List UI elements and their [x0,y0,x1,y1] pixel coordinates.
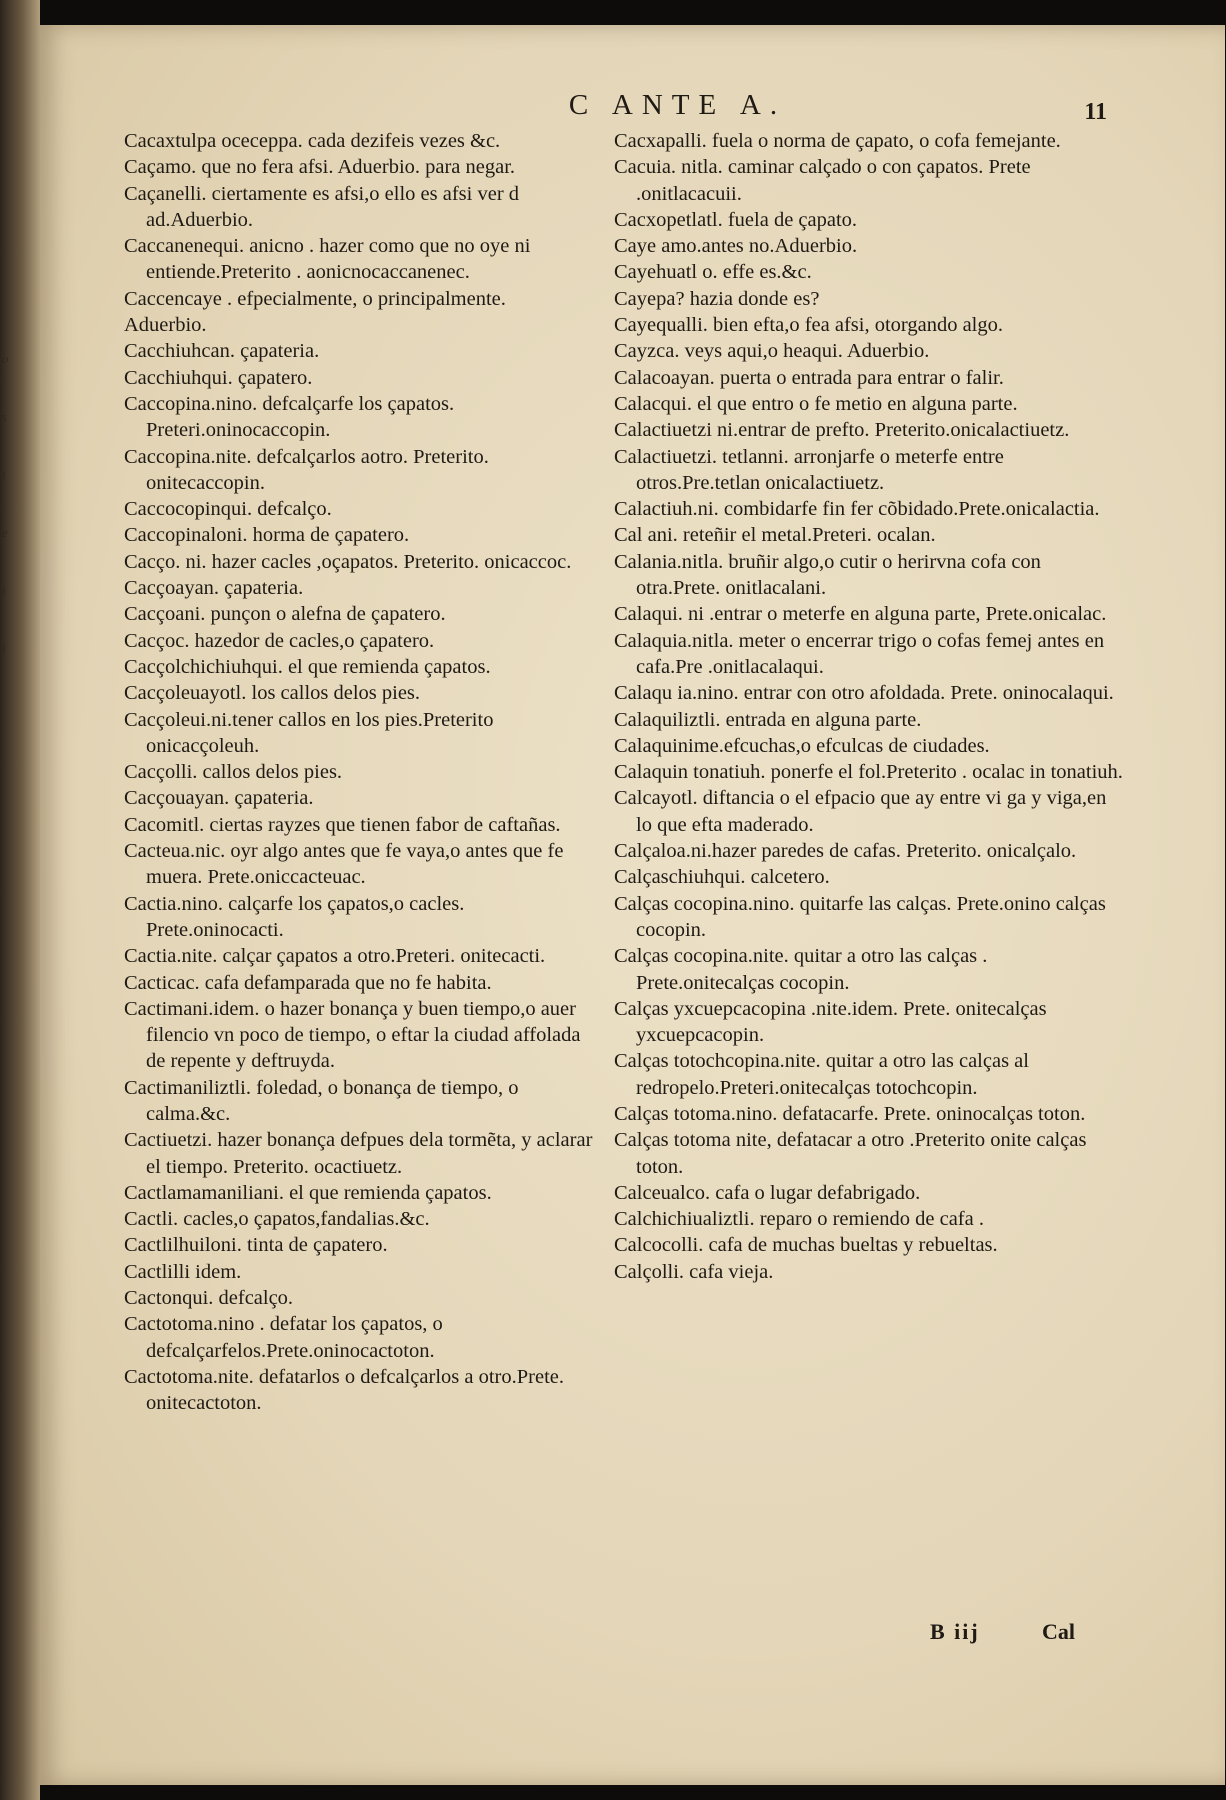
dictionary-entry: Cactia.nino. calçarfe los çapatos,o cacles. Prete.oninocacti. [124,892,465,941]
dictionary-entry: Calaqui. ni .entrar o meterfe en alguna parte, Prete.onicalac. [614,603,1107,626]
dictionary-entry: Cacchiuhcan. çapateria. [124,340,320,363]
dictionary-entry: Cayequalli. bien efta,o fea afsi, otorgando algo. [614,314,1003,337]
dictionary-entry: Cacteua.nic. oyr algo antes que fe vaya,o antes que fe muera. Prete.oniccacteuac. [124,840,564,889]
dictionary-entry: Cacçoc. hazedor de cacles,o çapatero. [124,629,435,652]
dictionary-entry: Caccanenequi. anicno . hazer como que no oye ni entiende.Preterito . aonicnocaccanenec. [124,235,531,284]
dictionary-entry: Cayzca. veys aqui,o heaqui. Aduerbio. [614,340,930,363]
dictionary-entry: Cayepa? hazia donde es? [614,287,820,310]
dictionary-entry: Caccopina.nite. defcalçarlos aotro. Preterito. onitecaccopin. [124,445,489,494]
dictionary-entry: Caccocopinqui. defcalço. [124,498,332,521]
dictionary-entry: Calacqui. el que entro o fe metio en alguna parte. [614,392,1018,415]
dictionary-entry: Cacchiuhqui. çapatero. [124,366,313,389]
dictionary-entry: Calaquin tonatiuh. ponerfe el fol.Preterito . ocalac in tonatiuh. [614,761,1123,784]
dictionary-entry: Calania.nitla. bruñir algo,o cutir o herirvna cofa con otra.Prete. onitlacalani. [614,550,1041,600]
dictionary-entry: Calaquia.nitla. meter o encerrar trigo o cofas femej antes en cafa.Pre .onitlacalaqui. [614,629,1105,678]
dictionary-entry: Cayehuatl o. effe es.&c. [614,261,812,284]
dictionary-entry: Calceualco. cafa o lugar defabrigado. [614,1181,921,1204]
dictionary-entry: Calchichiualiztli. reparo o remiendo de cafa . [614,1208,984,1231]
dictionary-entry: Cacomitl. ciertas rayzes que tienen fabor de caftañas. [124,813,561,836]
dictionary-entry: Cactlilli idem. [124,1260,242,1283]
dictionary-entry: Cacuia. nitla. caminar calçado o con çapatos. Prete .onitlacacuii. [614,156,1031,205]
dictionary-entry: Cactimaniliztli. foledad, o bonança de tiempo, o calma.&c. [124,1076,519,1125]
dictionary-entry: Calçaloa.ni.hazer paredes de cafas. Preterito. onicalçalo. [614,840,1077,863]
dictionary-entry: Cacaxtulpa oceceppa. cada dezifeis vezes &c. [124,130,501,152]
signature-mark: B iij [930,1619,980,1644]
dictionary-entry: Cacçouayan. çapateria. [124,787,314,810]
dictionary-entry: Calças yxcuepcacopina .nite.idem. Prete. onitecalças yxcuepcacopin. [614,997,1047,1047]
dictionary-entry: Calças totochcopina.nite. quitar a otro las calças al redropelo.Preteri.onitecalças totochcopin. [614,1050,1029,1099]
dictionary-entry: Cacço. ni. hazer cacles ,oçapatos. Preterito. onicaccoc. [124,550,572,573]
dictionary-entry: Cacçolchichiuhqui. el que remienda çapatos. [124,655,491,678]
dictionary-entry: Cacxopetlatl. fuela de çapato. [614,208,858,231]
facing-page-margin: o s t e i l [2,351,9,656]
dictionary-entry: Caçanelli. ciertamente es afsi,o ello es afsi ver d ad.Aduerbio. [124,182,520,231]
left-column [124,128,604,1417]
dictionary-entry: Caçamo. que no fera afsi. Aduerbio. para negar. [124,156,516,179]
folio-number: 11 [1084,99,1107,125]
catchword: Cal [1042,1619,1075,1644]
dictionary-entry: Calças cocopina.nino. quitarfe las calças. Prete.onino calças cocopin. [614,892,1106,941]
dictionary-entry: Caccencaye . efpecialmente, o principalmente. [124,287,506,310]
dictionary-entry: Calaquinime.efcuchas,o efculcas de ciudades. [614,734,990,757]
dictionary-entry: Calças totoma.nino. defatacarfe. Prete. oninocalças toton. [614,1102,1086,1125]
dictionary-entry: Cactlamamaniliani. el que remienda çapatos. [124,1181,492,1204]
dictionary-entry: Calactiuetzi ni.entrar de prefto. Preterito.onicalactiuetz. [614,419,1070,442]
dictionary-entry: Calçolli. cafa vieja. [614,1260,774,1283]
dictionary-entry: Calcocolli. cafa de muchas bueltas y rebueltas. [614,1234,998,1257]
dictionary-entry: Calças cocopina.nite. quitar a otro las calças . Prete.onitecalças cocopin. [614,945,988,994]
dictionary-entry: Calaquiliztli. entrada en alguna parte. [614,708,922,731]
dictionary-entry: Cal ani. reteñir el metal.Preteri. ocalan. [614,524,936,547]
dictionary-entry: Cactiuetzi. hazer bonança defpues dela tormẽta, y aclarar el tiempo. Preterito. ocactiuetz. [124,1129,593,1178]
dictionary-entry: Aduerbio. [124,314,207,337]
dictionary-entry: Cacticac. cafa defamparada que no fe habita. [124,971,492,994]
dictionary-entry: Caye amo.antes no.Aduerbio. [614,235,858,258]
dictionary-entry: Calactiuh.ni. combidarfe fin fer cõbidado.Prete.onicalactia. [614,498,1100,521]
book-gutter [0,0,40,1800]
dictionary-entry: Cactotoma.nino . defatar los çapatos, o defcalçarfelos.Prete.oninocactoton. [124,1313,443,1362]
dictionary-entry: Caccopinaloni. horma de çapatero. [124,524,410,547]
dictionary-entry: Cacçoleuayotl. los callos delos pies. [124,682,421,705]
dictionary-entry: Cactia.nite. calçar çapatos a otro.Preteri. onitecacti. [124,945,546,968]
dictionary-entry: Cacçoani. punçon o alefna de çapatero. [124,603,446,626]
dictionary-entry: Calças totoma nite, defatacar a otro .Preterito onite calças toton. [614,1129,1087,1178]
dictionary-entry: Calaqu ia.nino. entrar con otro afoldada. Prete. oninocalaqui. [614,682,1114,705]
running-head: C ANTE A. [568,89,787,121]
dictionary-entry: Cacxapalli. fuela o norma de çapato, o cofa femejante. [614,130,1061,152]
dictionary-entry: Calcayotl. diftancia o el efpacio que ay entre vi ga y viga,en lo que efta maderado. [614,787,1107,836]
dictionary-entry: Cacçoleui.ni.tener callos en los pies.Preterito onicacçoleuh. [124,708,494,757]
dictionary-entry: Cactotoma.nite. defatarlos o defcalçarlos a otro.Prete. onitecactoton. [124,1365,564,1415]
dictionary-entry: Calactiuetzi. tetlanni. arronjarfe o meterfe entre otros.Pre.tetlan onicalactiuetz. [614,445,1004,494]
book-page [40,25,1225,1785]
dictionary-entry: Cacçoayan. çapateria. [124,577,304,600]
dictionary-entry: Cactli. cacles,o çapatos,fandalias.&c. [124,1208,430,1231]
dictionary-entry: Cactonqui. defcalço. [124,1287,294,1310]
dictionary-entry: Caccopina.nino. defcalçarfe los çapatos. Preteri.oninocaccopin. [124,392,455,442]
dictionary-entry: Cactlilhuiloni. tinta de çapatero. [124,1234,388,1257]
dictionary-entry: Cacçolli. callos delos pies. [124,761,343,784]
dictionary-entry: Calçaschiuhqui. calcetero. [614,866,830,889]
right-column [614,128,1124,1285]
dictionary-entry: Cactimani.idem. o hazer bonança y buen tiempo,o auer filencio vn poco de tiempo, o eftar la ciudad affolada de repente y deftruyda. [124,997,581,1073]
dictionary-entry: Calacoayan. puerta o entrada para entrar o falir. [614,366,1004,389]
